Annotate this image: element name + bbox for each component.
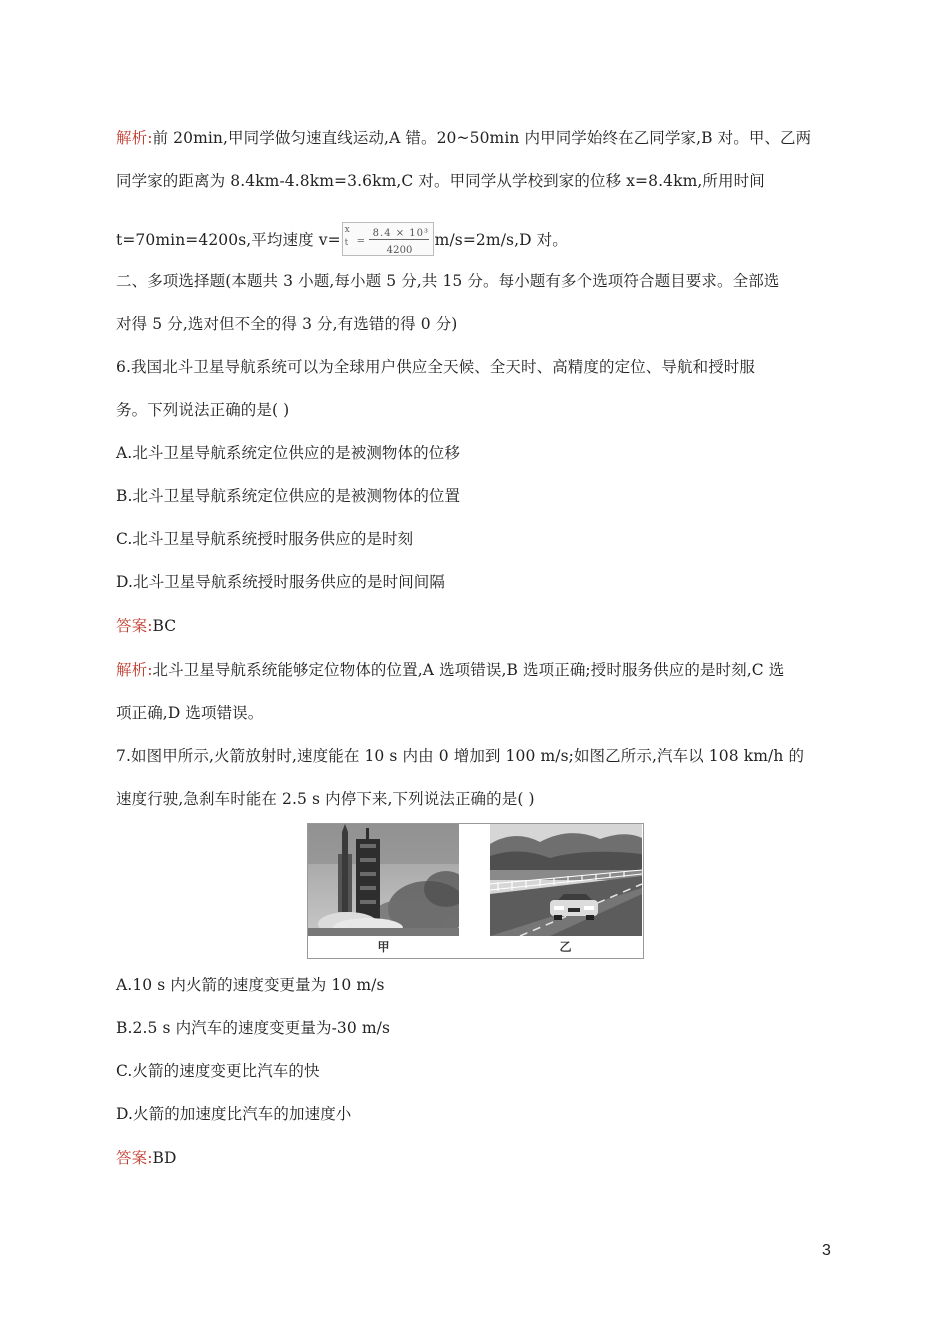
fraction-bar xyxy=(369,239,429,240)
q6-answer xyxy=(116,616,836,636)
formula-x-over-t xyxy=(345,224,350,250)
caption-jia: 甲 xyxy=(377,940,390,954)
analysis-text: t=70min=4200s,平均速度 v= xyxy=(116,231,341,249)
q7-answer xyxy=(116,1148,836,1168)
formula-denominator: 4200 xyxy=(386,245,413,256)
q6-option-d: D.北斗卫星导航系统授时服务供应的是时间间隔 xyxy=(116,573,446,591)
q6-analysis-line1 xyxy=(116,660,836,680)
rocket-launch-photo xyxy=(308,824,459,936)
caption-yi: 乙 xyxy=(559,940,572,954)
q6-stem-line1: 6.我国北斗卫星导航系统可以为全球用户供应全天候、全天时、高精度的定位、导航和授时服 xyxy=(116,358,755,376)
analysis5-line1 xyxy=(116,128,836,148)
formula-x: x xyxy=(344,225,350,235)
analysis5-line2: 同学家的距离为 8.4km-4.8km=3.6km,C 对。甲同学从学校到家的位移 x=8.4km,所用时间 xyxy=(116,172,765,190)
q7-option-a: A.10 s 内火箭的速度变更量为 10 m/s xyxy=(116,976,385,994)
q7-option-d: D.火箭的加速度比汽车的加速度小 xyxy=(116,1105,352,1123)
answer-label: 答案: xyxy=(116,617,153,635)
analysis-text: 前 20min,甲同学做匀速直线运动,A 错。20~50min 内甲同学始终在乙同学家,B 对。甲、乙两 xyxy=(152,129,812,147)
q7-stem-line2: 速度行驶,急刹车时能在 2.5 s 内停下来,下列说法正确的是( ) xyxy=(116,790,535,808)
formula-t: t xyxy=(344,238,349,248)
formula-numerator: 8.4 × 10³ xyxy=(372,228,430,239)
page-number: 3 xyxy=(822,1242,831,1259)
formula-image xyxy=(342,222,434,256)
q6-option-a: A.北斗卫星导航系统定位供应的是被测物体的位移 xyxy=(116,444,460,462)
q6-analysis-line2: 项正确,D 选项错误。 xyxy=(116,704,264,722)
analysis5-line3 xyxy=(116,224,836,258)
analysis-label: 解析: xyxy=(116,129,153,147)
section-heading-line1: 二、多项选择题(本题共 3 小题,每小题 5 分,共 15 分。每小题有多个选项符合题目要求。全部选 xyxy=(116,272,780,290)
formula-equals: = xyxy=(356,236,366,247)
analysis-text: m/s=2m/s,D 对。 xyxy=(434,231,568,249)
car-highway-photo xyxy=(490,824,642,936)
section-heading-line2: 对得 5 分,选对但不全的得 3 分,有选错的得 0 分) xyxy=(116,315,458,333)
q7-option-b: B.2.5 s 内汽车的速度变更量为-30 m/s xyxy=(116,1019,391,1037)
analysis-text: 北斗卫星导航系统能够定位物体的位置,A 选项错误,B 选项正确;授时服务供应的是时刻,C 选 xyxy=(152,661,785,679)
answer-label: 答案: xyxy=(116,1149,153,1167)
q7-figure xyxy=(307,823,644,959)
answer-value: BD xyxy=(152,1149,177,1167)
q6-stem-line2: 务。下列说法正确的是( ) xyxy=(116,401,290,419)
answer-value: BC xyxy=(152,617,177,635)
q7-stem-line1: 7.如图甲所示,火箭放射时,速度能在 10 s 内由 0 增加到 100 m/s;如图乙所示,汽车以 108 km/h 的 xyxy=(116,747,805,765)
q6-option-b: B.北斗卫星导航系统定位供应的是被测物体的位置 xyxy=(116,487,461,505)
analysis-label: 解析: xyxy=(116,661,153,679)
q7-option-c: C.火箭的速度变更比汽车的快 xyxy=(116,1062,320,1080)
q6-option-c: C.北斗卫星导航系统授时服务供应的是时刻 xyxy=(116,530,414,548)
